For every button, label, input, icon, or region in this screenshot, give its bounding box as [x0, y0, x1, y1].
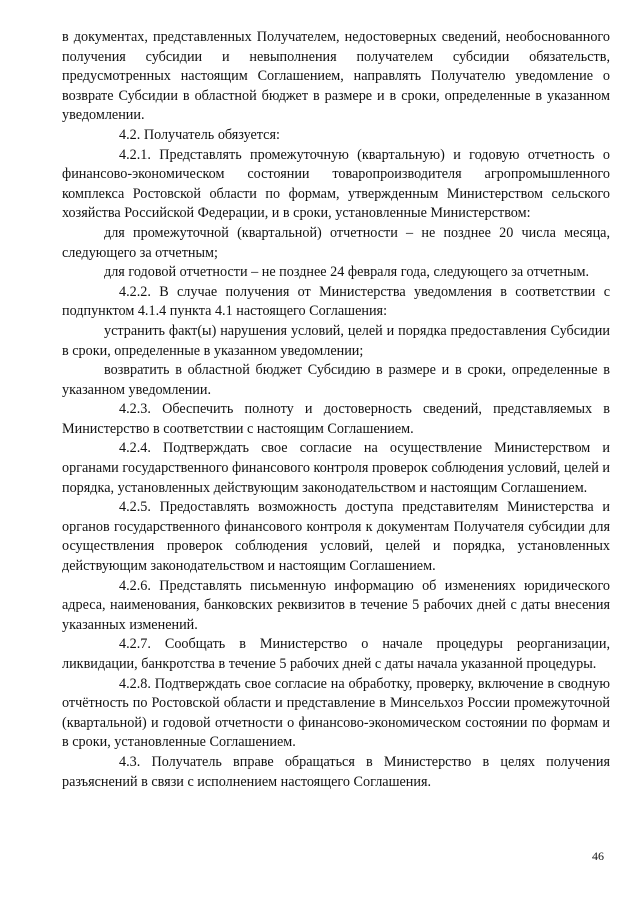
- paragraph-quarterly-deadline: для промежуточной (квартальной) отчетности – не позднее 20 числа месяца, следующего за отчетным;: [62, 224, 610, 261]
- document-body: [62, 28, 610, 792]
- paragraph-4-3: 4.3. Получатель вправе обращаться в Министерство в целях получения разъяснений в связи с исполнением настоящего Соглашения.: [62, 753, 610, 790]
- paragraph-continuation: в документах, представленных Получателем, недостоверных сведений, необоснованного получения субсидии и невыполнения получателем субсидии обязательств, предусмотренных настоящим Соглашением, направлять Получателю уведомление о возврате Субсидии в областной бюджет в размере и в сроки, определенные в указанном уведомлении.: [62, 29, 610, 124]
- paragraph-annual-deadline: для годовой отчетности – не позднее 24 февраля года, следующего за отчетным.: [104, 264, 590, 281]
- paragraph-4-2-3: 4.2.3. Обеспечить полноту и достоверность сведений, представляемых в Министерство в соответствии с настоящим Соглашением.: [62, 401, 610, 437]
- paragraph-4-2-5: 4.2.5. Предоставлять возможность доступа представителям Министерства и органов государственного финансового контроля к документам Получателя субсидии для осуществления проверок соблюдения условий, целей и порядка, установленных действующим законодательством и настоящим Соглашением.: [62, 499, 610, 575]
- paragraph-4-2-6: 4.2.6. Представлять письменную информацию об изменениях юридического адреса, наименования, банковских реквизитов в течение 5 рабочих дней с даты внесения указанных изменений.: [62, 577, 610, 633]
- paragraph-4-2-7: 4.2.7. Сообщать в Министерство о начале процедуры реорганизации, ликвидации, банкротства в течение 5 рабочих дней с даты начала указанной процедуры.: [62, 636, 610, 672]
- paragraph-4-2-8: 4.2.8. Подтверждать свое согласие на обработку, проверку, включение в сводную отчётность по Ростовской области и представление в Минсельхоз России промежуточной (квартальной) и годовой отчетности о финансово-экономическом состоянии по формам и в сроки, установленные Соглашением.: [62, 675, 610, 751]
- paragraph-4-2-4: 4.2.4. Подтверждать свое согласие на осуществление Министерством и органами государственного финансового контроля проверок соблюдения условий, целей и порядка, установленных действующим законодательством и настоящим Соглашением.: [62, 440, 610, 496]
- paragraph-eliminate-violations: устранить факт(ы) нарушения условий, целей и порядка предоставления Субсидии в сроки, определенные в указанном уведомлении;: [62, 322, 610, 359]
- paragraph-4-2-heading: 4.2. Получатель обязуется:: [119, 126, 280, 143]
- paragraph-4-2-1: 4.2.1. Представлять промежуточную (квартальную) и годовую отчетность о финансово-экономическом состоянии товаропроизводителя агропромышленного комплекса Ростовской области по формам, утвержденным Министерством сельского хозяйства Российской Федерации, и в сроки, установленные Министерством:: [62, 146, 610, 222]
- paragraph-return-subsidy: возвратить в областной бюджет Субсидию в размере и в сроки, определенные в указанном уведомлении.: [62, 362, 610, 398]
- page-number: 46: [592, 849, 604, 863]
- paragraph-4-2-2: 4.2.2. В случае получения от Министерства уведомления в соответствии с подпунктом 4.1.4 пункта 4.1 настоящего Соглашения:: [62, 283, 610, 320]
